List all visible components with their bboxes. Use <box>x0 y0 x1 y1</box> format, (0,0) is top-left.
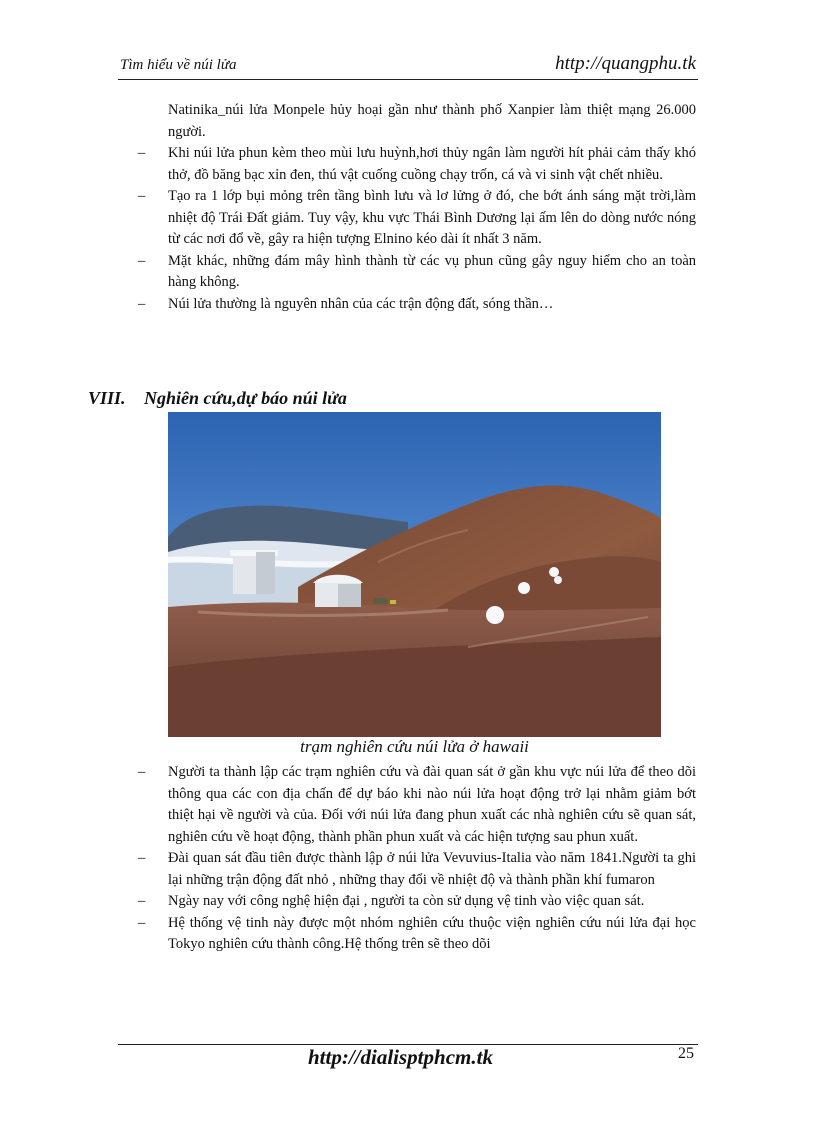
list-item-text: Núi lửa thường là nguyên nhân của các trận động đất, sóng thần… <box>168 295 554 312</box>
dash-marker: – <box>138 850 146 866</box>
list-item-text: Đài quan sát đầu tiên được thành lập ở núi lửa Vevuvius-Italia vào năm 1841.Người ta ghi lại những trận động đất nhỏ , những thay đổi về nhiệt độ và thành phần khí fumaron <box>168 850 696 888</box>
list-item <box>138 913 696 956</box>
list-item-text: Người ta thành lập các trạm nghiên cứu và đài quan sát ở gần khu vực núi lửa để theo dõi thông qua các con địa chấn để dự báo khi nào núi lửa hoạt động trở lại nhằm giảm bớt thiệt hại về người và của. Đối với núi lửa đang phun xuất các nhà nghiên cứu sẽ quan sát, nghiên cứu về hoạt động, thành phần phun xuất và các hiện tượng sau phun xuất. <box>168 764 696 845</box>
dash-marker: – <box>138 764 146 780</box>
continuation-paragraph: Natinika_núi lửa Monpele hủy hoại gần như thành phố Xanpier làm thiệt mạng 26.000 người. <box>168 102 696 140</box>
list-item-text: Hệ thống vệ tinh này được một nhóm nghiên cứu thuộc viện nghiên cứu núi lửa đại học Tokyo nghiên cứu thành công.Hệ thống trên sẽ theo dõi <box>168 914 696 952</box>
list-item <box>138 848 696 891</box>
section-number: VIII. <box>88 388 126 408</box>
dash-marker: – <box>138 295 146 312</box>
list-item-text: Khi núi lửa phun kèm theo mùi lưu huỳnh,hơi thủy ngân làm người hít phải cảm thấy khó thở, đồ băng bạc xỉn đen, thú vật cuống cuồng chạy trốn, cá và vi sinh vật chết nhiều. <box>168 145 696 183</box>
footer-url[interactable]: http://dialisptphcm.tk <box>308 1045 493 1069</box>
section-title: Nghiên cứu,dự báo núi lửa <box>144 388 347 408</box>
page-number: 25 <box>678 1045 694 1062</box>
effects-bullet-list <box>138 143 696 315</box>
dash-marker: – <box>138 188 146 204</box>
list-item <box>138 251 696 294</box>
header-url[interactable]: http://quangphu.tk <box>555 53 696 74</box>
list-item-text: Mặt khác, những đám mây hình thành từ các vụ phun cũng gây nguy hiểm cho an toàn hàng không. <box>168 252 696 290</box>
dash-marker: – <box>138 914 146 931</box>
list-item <box>138 143 696 186</box>
photo-caption: trạm nghiên cứu núi lửa ở hawaii <box>300 737 529 756</box>
research-bullet-list <box>138 762 696 956</box>
list-item <box>138 294 696 316</box>
header-divider <box>118 79 698 80</box>
list-item-text: Tạo ra 1 lớp bụi mỏng trên tầng bình lưu và lơ lửng ở đó, che bớt ánh sáng mặt trời,làm nhiệt độ Trái Đất giảm. Tuy vậy, khu vực Thái Bình Dương lại ấm lên do dòng nước nóng từ các nơi đổ về, gây ra hiện tượng Elnino kéo dài ít nhất 3 năm. <box>168 188 696 247</box>
dash-marker: – <box>138 893 146 909</box>
list-item-text: Ngày nay với công nghệ hiện đại , người ta còn sử dụng vệ tinh vào việc quan sát. <box>168 893 645 909</box>
dash-marker: – <box>138 252 146 269</box>
list-item <box>138 891 696 913</box>
observatory-photo <box>168 412 661 737</box>
list-item <box>138 186 696 251</box>
dash-marker: – <box>138 145 146 161</box>
header-title: Tìm hiểu về núi lửa <box>120 57 237 73</box>
section-heading <box>88 388 347 409</box>
list-item <box>138 762 696 848</box>
